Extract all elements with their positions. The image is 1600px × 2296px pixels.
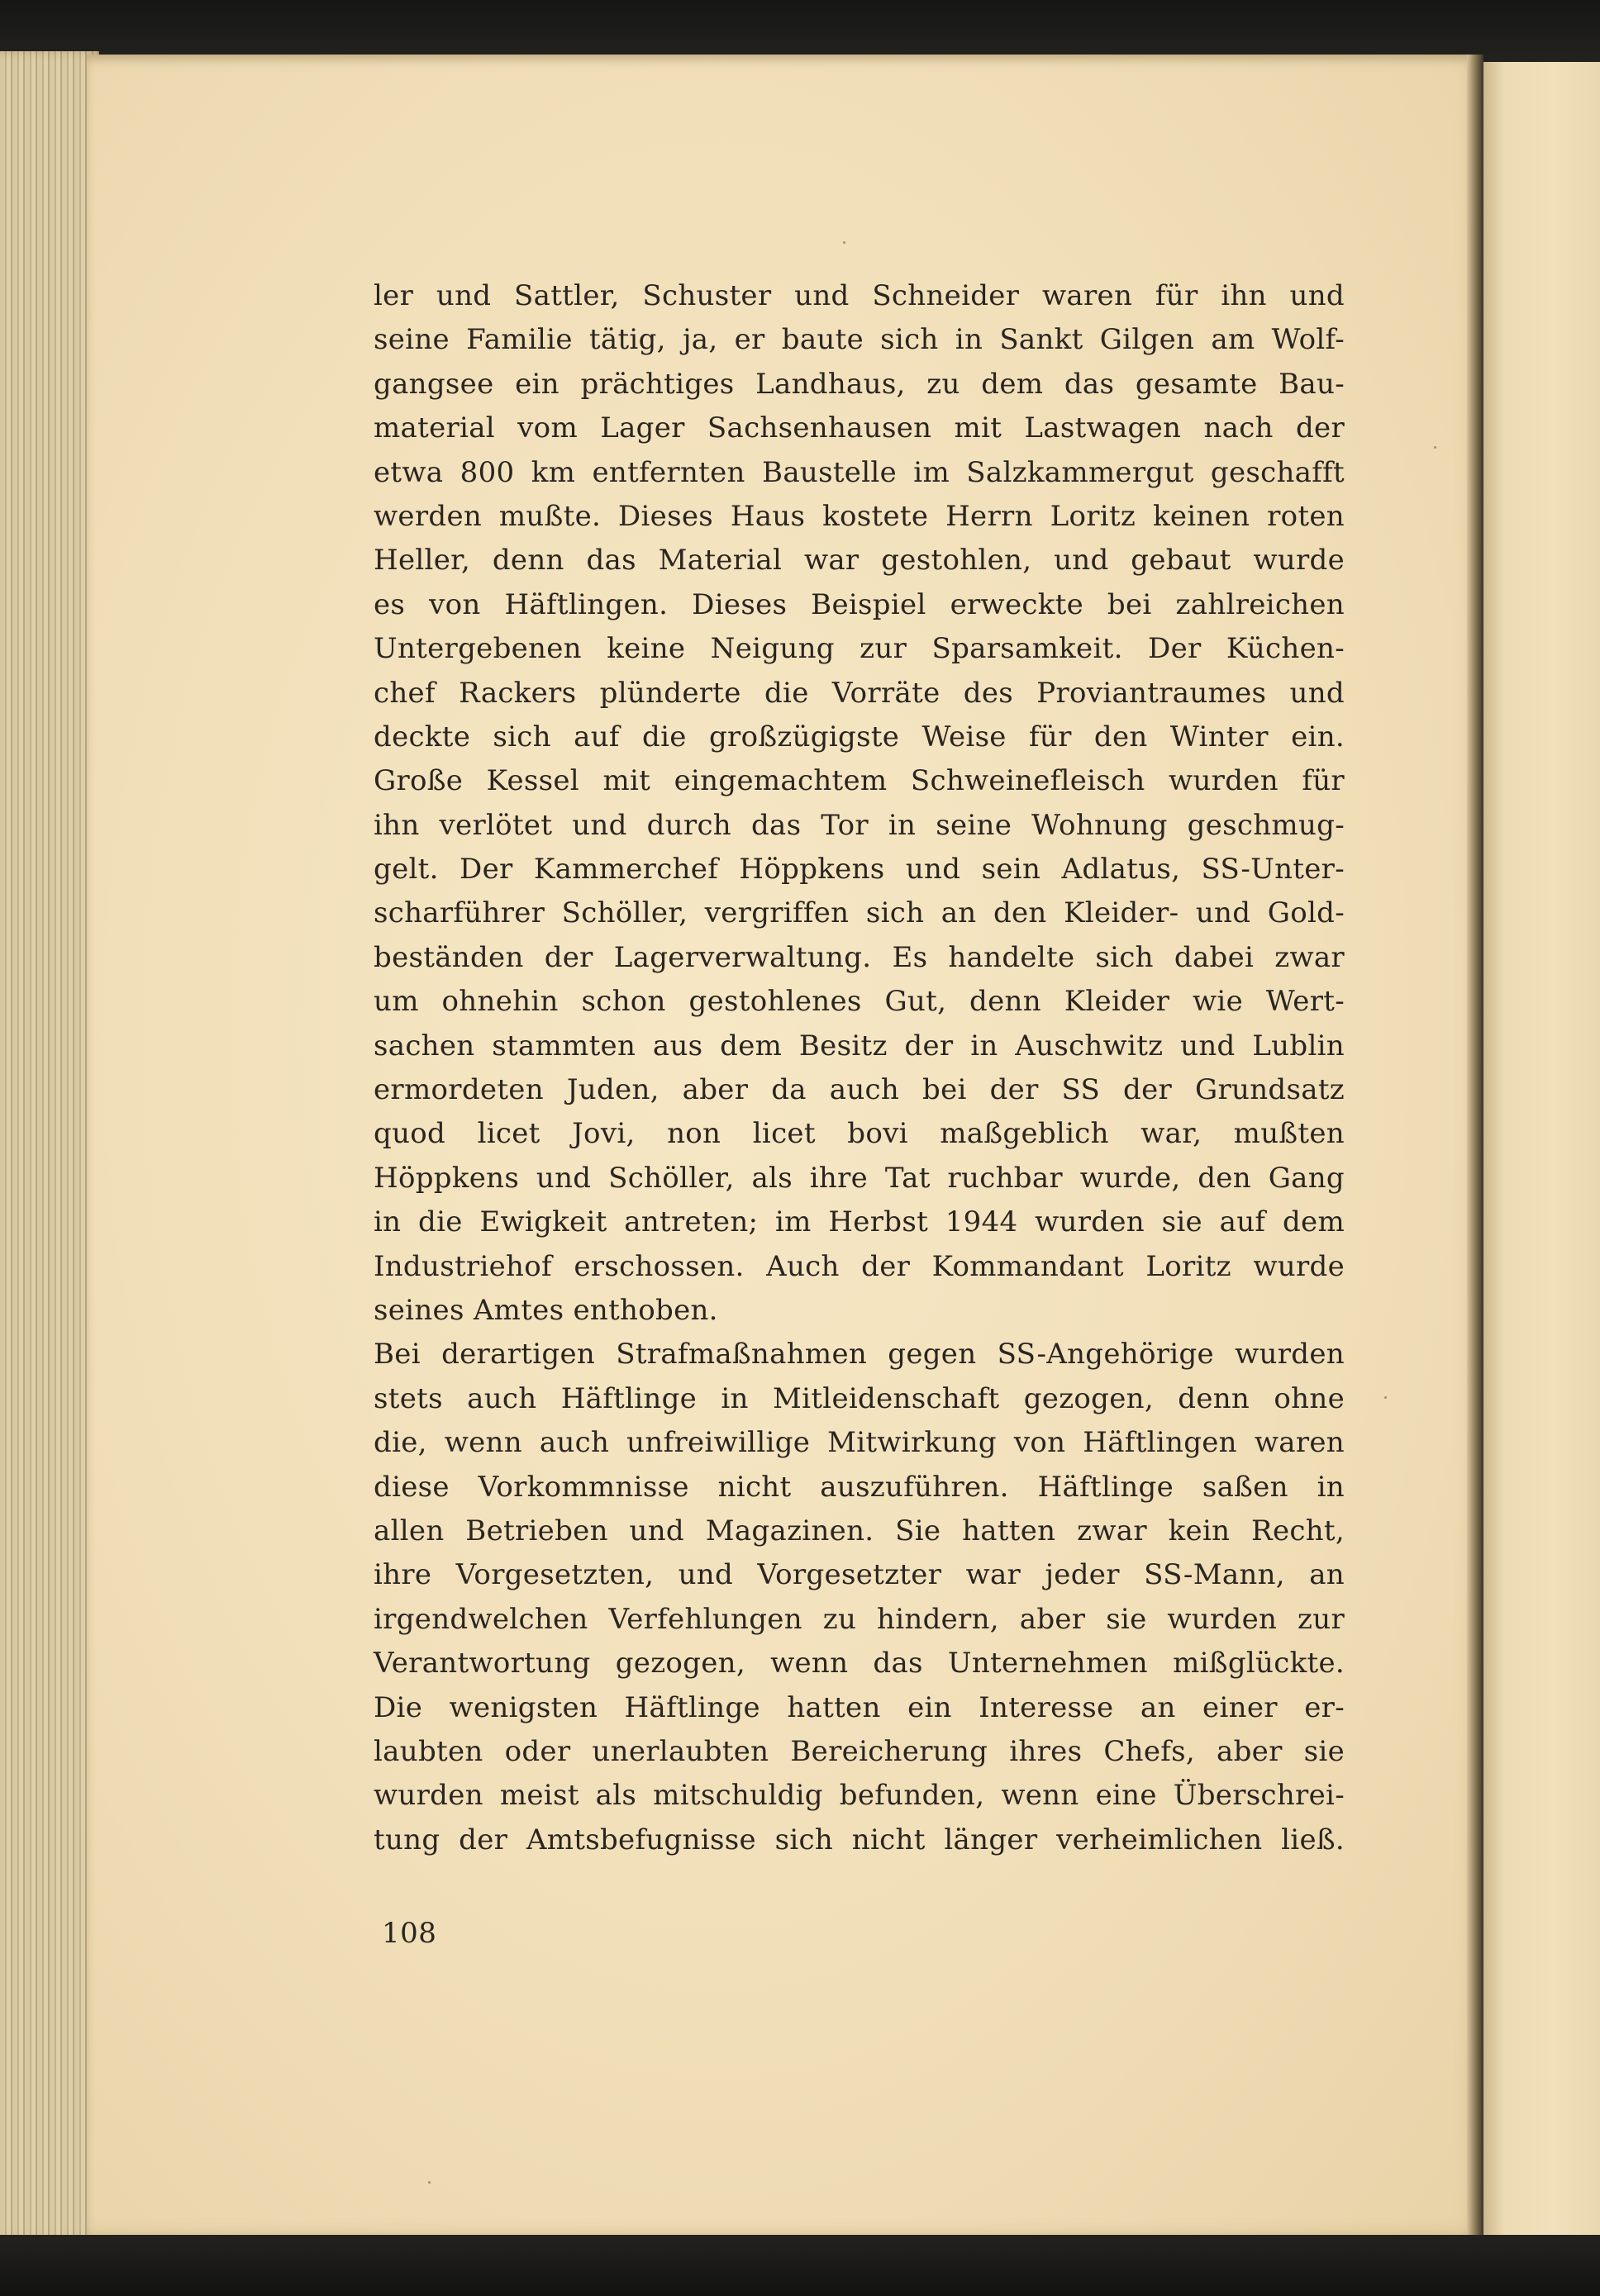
text-line: tung der Amtsbefugnisse sich nicht länger verheimlichen ließ. bbox=[374, 1823, 1345, 1856]
text-line: stets auch Häftlinge in Mitleidenschaft gezogen, denn ohne bbox=[374, 1381, 1345, 1415]
text-line: ihre Vorgesetzten, und Vorgesetzter war jeder SS-Mann, an bbox=[374, 1558, 1345, 1592]
text-line: Große Kessel mit eingemachtem Schweinefleisch wurden für bbox=[374, 764, 1345, 798]
facing-page bbox=[1483, 62, 1600, 2235]
text-line: seines Amtes enthoben. bbox=[374, 1293, 718, 1327]
text-line: seine Familie tätig, ja, er baute sich in Sankt Gilgen am Wolf- bbox=[374, 323, 1345, 357]
paper-speck bbox=[428, 2181, 431, 2184]
text-line: irgendwelchen Verfehlungen zu hindern, aber sie wurden zur bbox=[374, 1602, 1345, 1636]
text-line: gangsee ein prächtiges Landhaus, zu dem das gesamte Bau- bbox=[374, 367, 1345, 401]
text-line: ler und Sattler, Schuster und Schneider waren für ihn und bbox=[374, 279, 1345, 312]
text-line: Untergebenen keine Neigung zur Sparsamkeit. Der Küchen- bbox=[374, 632, 1345, 666]
text-line: Die wenigsten Häftlinge hatten ein Interesse an einer er- bbox=[374, 1690, 1345, 1724]
text-line: wurden meist als mitschuldig befunden, wenn eine Überschrei- bbox=[374, 1779, 1345, 1813]
book-gutter bbox=[1467, 55, 1483, 2236]
text-line: werden mußte. Dieses Haus kostete Herrn Loritz keinen roten bbox=[374, 499, 1345, 533]
text-line: scharführer Schöller, vergriffen sich an den Kleider- und Gold- bbox=[374, 896, 1345, 930]
scan-background-bottom bbox=[0, 2235, 1600, 2296]
book-page-edges bbox=[0, 51, 99, 2241]
paper-speck bbox=[1384, 1396, 1387, 1399]
text-line: es von Häftlingen. Dieses Beispiel erweckte bei zahlreichen bbox=[374, 587, 1345, 621]
text-line: gelt. Der Kammerchef Höppkens und sein Adlatus, SS-Unter- bbox=[374, 853, 1345, 887]
text-line: Bei derartigen Strafmaßnahmen gegen SS-Angehörige wurden bbox=[374, 1338, 1345, 1371]
text-line: allen Betrieben und Magazinen. Sie hatten zwar kein Recht, bbox=[374, 1514, 1345, 1547]
text-line: um ohnehin schon gestohlenes Gut, denn Kleider wie Wert- bbox=[374, 985, 1345, 1019]
text-line: laubten oder unerlaubten Bereicherung ihres Chefs, aber sie bbox=[374, 1734, 1345, 1768]
text-line: Höppkens und Schöller, als ihre Tat ruchbar wurde, den Gang bbox=[374, 1161, 1345, 1195]
text-line: quod licet Jovi, non licet bovi maßgeblich war, mußten bbox=[374, 1117, 1345, 1151]
text-line: Industriehof erschossen. Auch der Kommandant Loritz wurde bbox=[374, 1249, 1345, 1283]
text-line: ihn verlötet und durch das Tor in seine Wohnung geschmug- bbox=[374, 808, 1345, 842]
body-text bbox=[374, 274, 1345, 1862]
text-line: in die Ewigkeit antreten; im Herbst 1944 wurden sie auf dem bbox=[374, 1205, 1345, 1239]
text-line: beständen der Lagerverwaltung. Es handelte sich dabei zwar bbox=[374, 940, 1345, 974]
text-line: chef Rackers plünderte die Vorräte des Proviantraumes und bbox=[374, 676, 1345, 710]
paper-speck bbox=[843, 241, 845, 244]
text-line: material vom Lager Sachsenhausen mit Lastwagen nach der bbox=[374, 411, 1345, 445]
text-line: deckte sich auf die großzügigste Weise für den Winter ein. bbox=[374, 720, 1345, 753]
text-line: etwa 800 km entfernten Baustelle im Salzkammergut geschafft bbox=[374, 455, 1345, 489]
text-line: Heller, denn das Material war gestohlen, und gebaut wurde bbox=[374, 544, 1345, 578]
text-line: Verantwortung gezogen, wenn das Unternehmen mißglückte. bbox=[374, 1647, 1345, 1680]
text-line: die, wenn auch unfreiwillige Mitwirkung von Häftlingen waren bbox=[374, 1426, 1345, 1460]
paper-speck bbox=[1434, 446, 1436, 449]
text-line: sachen stammten aus dem Besitz der in Auschwitz und Lublin bbox=[374, 1029, 1345, 1062]
text-line: diese Vorkommnisse nicht auszuführen. Häftlinge saßen in bbox=[374, 1470, 1345, 1504]
page-number: 108 bbox=[382, 1917, 437, 1950]
text-line: ermordeten Juden, aber da auch bei der SS der Grundsatz bbox=[374, 1073, 1345, 1107]
